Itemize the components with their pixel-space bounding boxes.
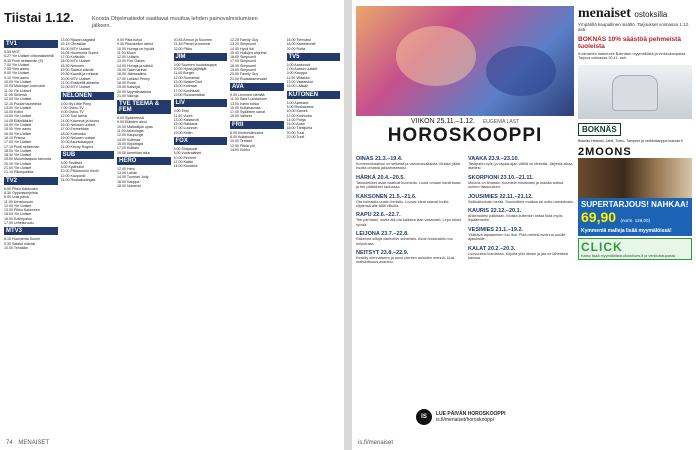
program-item: 15.00 Talon tarinat [117, 68, 147, 73]
program-item: 8.00 Kultakuva [230, 135, 254, 140]
promo-title: LUE PÄIVÄN HOROSKOOPPI [436, 411, 506, 417]
sign-text: Luovuutesi kukoistaa. Kirjoita ylös ideasi ja jaa ne läheistesi kanssa. [468, 251, 569, 261]
program-item: 22.00 Tunti [286, 135, 305, 140]
program-item: 13.00 Lahde [117, 171, 137, 176]
program-item: 5.55 MOT. [4, 50, 21, 54]
program-item: 17.10 Puoli seitsemän [4, 144, 40, 149]
program-item: 9.00 Suomen huutokauppa [173, 62, 217, 67]
program-item: 18.00 Rotat [117, 80, 136, 85]
program-item: 12.00 Kaupungit [117, 133, 144, 138]
page-number-left [6, 440, 49, 446]
program-item: 10.00 Tehdään [4, 245, 28, 250]
program-item: 6.00 Kimblesilmukka [230, 130, 263, 135]
sign-text: Ota kontaktia uusiin ihmisiin. Luovat ideat saavat tuulta siipiensä alle tällä viikolla. [356, 199, 449, 209]
page-footer-right [358, 440, 393, 446]
channel-heading: AVA [230, 83, 284, 91]
program-item: 8.00 Sydämessä [117, 116, 144, 121]
program-item: 18.00 Kotiruoka [60, 131, 86, 136]
program-item: 15.15 Ohrasillat [60, 42, 86, 47]
program-item: 21.00 Ruokakarnevaali [230, 76, 267, 81]
program-item: 20.00 Asuntokauppa [60, 140, 94, 145]
horoscope-title: HOROSKOOPPI [387, 125, 543, 146]
program-item: 21.00 Valvoja [117, 93, 139, 98]
sign-name: HÄRKÄ 20.4.–20.5. [356, 174, 405, 181]
program-item: 6.00 Simpsonit [173, 147, 198, 152]
program-item: 13.00 Iranin tuhka [230, 101, 259, 106]
program-item: 9.00 Lemmen viemää [230, 92, 265, 97]
program-item: 15.00 Yle Uutiset [4, 212, 32, 217]
program-item: 6.30 Puoli seitsemän (S) [4, 58, 44, 63]
promo-text [436, 411, 505, 423]
program-item: 15.00 Kultaharmaa [230, 105, 261, 110]
signs [356, 156, 574, 432]
program-item: 14.00 Pohja [286, 117, 306, 122]
program-item: 13.00 Katastrofi [173, 117, 199, 122]
program-item: 19.00 Muumilaakson tarinoita [4, 157, 51, 162]
sign-entry [468, 175, 574, 190]
sign-entry [468, 227, 574, 242]
program-item: 15.00 Yle Uutiset [4, 123, 32, 128]
program-item: 10.00 Tehtaat [230, 139, 252, 144]
program-item: 9.10 Ylen aamu [4, 75, 30, 80]
sign-name: RAPU 22.6.–22.7. [356, 212, 401, 219]
left-page [0, 0, 344, 450]
program-item: 15.00 Kotimaa [173, 84, 197, 89]
program-item: 19.30 Kauniit ja rohkeat [60, 72, 99, 77]
sign-entry [356, 175, 462, 190]
program-item: 18.00 Numerot [117, 184, 141, 189]
program-item: 16.00 Autot [286, 122, 305, 127]
sale-subtitle: Kymmeniä malleja lisää myymälöissä! [581, 228, 672, 235]
channel-heading: TVE TEEMA & FEM [117, 100, 171, 114]
2moons-logo[interactable]: 2MOONS [578, 146, 632, 159]
program-item: 13.00 Pikku Kakkonen [4, 208, 40, 213]
channel-heading: TV5 [287, 53, 341, 61]
sign-entry [356, 231, 462, 246]
program-item: 17.00 Sydänten sanat [230, 110, 265, 115]
program-item: 14.05 Eläinlääkäri [4, 118, 33, 123]
program-item: 21.45 Pienet ja komeat [173, 42, 211, 47]
horoscope-promo[interactable] [416, 408, 546, 426]
program-item: 14.00 Kauneus ja kirous [60, 118, 100, 123]
program-item: 14.00 Hyvä ikä [230, 46, 254, 51]
program-item: 7.00 Aamun uutiset [286, 67, 318, 72]
program-item: 19.00 Valheet [230, 114, 252, 119]
program-item: 8.00 Ruokaostos [286, 104, 314, 109]
program-item: 15.05 Ylen aamu [4, 127, 32, 132]
program-item: 15.00 Kirjoittajat [117, 141, 143, 146]
sign-entry [468, 208, 574, 223]
program-item: 6.27 Yle Uutiset viittomakielellä [4, 54, 54, 59]
program-item: 13.20 Simpsonit [230, 42, 256, 47]
page-title: Tiistai 1.12. [4, 10, 74, 25]
art-shape [486, 46, 556, 96]
program-item: 20.00 Myyntimaailma [117, 89, 151, 94]
program-item: 15.00 Rakkaus [173, 122, 198, 127]
program-item: 16.00 Jäämaailma [117, 72, 147, 77]
program-item: 16.00 Nelosen uutiset [60, 123, 96, 128]
offer-body: Kotimainen laatutuote Boknäsin myymälöistä ja verkkokaupasta. Tarjous voimassa 30.11. asti. [578, 52, 687, 61]
art-shape [396, 26, 476, 86]
channel-heading: FOX [174, 137, 228, 145]
program-item: 14.00 Yle Uutiset [4, 114, 32, 119]
tv-column [4, 38, 58, 432]
chair-icon [612, 75, 658, 111]
program-item: 12.00 Kaupunki [60, 173, 86, 178]
channel-heading: MTV3 [4, 227, 58, 235]
program-item: 20.00 Yle Uutiset [4, 161, 32, 166]
program-item: 12.00 Yle Uutiset [4, 97, 32, 102]
sign-name: KALAT 20.2.–20.3. [468, 245, 516, 252]
channel-heading: SUB [61, 151, 115, 159]
sign-text: Tasapaino työn ja vapaa-ajan välillä on tärkeää. Järjestä aikaa itsellesi. [468, 162, 573, 171]
program-item: 21.00 Ensitreffit alttarilla [60, 80, 99, 85]
program-item: 6.00 Pikku Kakkonen [4, 186, 38, 191]
sale-original-price: (norm. 129,00) [620, 218, 651, 224]
is-logo: IS [416, 409, 432, 425]
program-item: 14.00 Kuvastot [173, 164, 198, 169]
horoscope-week [356, 118, 574, 125]
boknas-logo[interactable]: BOKNÄS [578, 123, 621, 136]
program-item: 18.30 Nelonen [60, 63, 84, 68]
offer-heading: BOKNÄS 10% säästöä pehmeistä tuoleista [578, 36, 681, 50]
sign-entry [356, 212, 462, 227]
signs-column-2 [468, 156, 574, 432]
brand-tail: ostoksilla [634, 10, 668, 19]
program-item: 11.00 Urheiluruutu [4, 199, 34, 204]
right-page [352, 0, 696, 450]
program-item: 10.00 Pikkutunnin hirviö [60, 169, 99, 174]
program-item: 8.00 Kylähullut [60, 165, 85, 170]
program-item: 10.00 Hyviä jäljittäjät [173, 67, 207, 72]
program-item: 10.00 Perheet [173, 155, 197, 160]
program-item: 17.00 Luonnon [173, 126, 198, 131]
program-item: 14.00 Ruokakuningas [60, 178, 96, 183]
program-item: 14.00 Kirkko [230, 147, 250, 152]
sign-name: SKORPIONI 23.10.–21.11. [468, 174, 534, 181]
program-item: 21.10 Rikospaikka [4, 170, 34, 175]
program-item: 15.00 Hullujen ohjelma [230, 50, 267, 55]
menaiset-brand [578, 6, 692, 22]
sign-entry [356, 250, 462, 265]
sale-title: SUPERTARJOUS! NAHKAA! [581, 200, 689, 210]
program-item: 10.05 Muistojen bulevardi [4, 84, 45, 89]
program-item: 6.00 My Little Pony [60, 101, 92, 106]
page-number: 74 [6, 440, 13, 446]
program-item: 9.00 Tiimi [173, 109, 189, 114]
tv-column [230, 38, 284, 432]
program-item: 11.00 Sara Luostarinen [230, 97, 268, 102]
program-item: 20.45 Armon ja Suomen [173, 38, 213, 42]
title-strip [4, 6, 340, 36]
week-range: VIIKON 25.11.–1.12. [410, 118, 475, 125]
sign-name: OINAS 21.3.–19.4. [356, 156, 403, 162]
brand-name: menaiset [578, 6, 631, 21]
shopping-section [578, 6, 692, 432]
program-item: 13.05 Kotiin [4, 110, 23, 115]
program-item: 20.00 Tuuli [286, 130, 305, 135]
sign-name: JOUSIMIES 22.11.–21.12. [468, 193, 533, 200]
program-item: 19.00 Amerikan aika [117, 150, 150, 155]
sign-text: Seikkailunhalu herää. Suunnittele matkaa tai uutta harrastusta. [468, 199, 574, 204]
program-item: 16.00 MTV Uutiset [60, 46, 91, 51]
program-item: 7.00 Yle Uutiset [4, 62, 30, 67]
program-item: 6.00 Aamuset [286, 100, 309, 105]
program-item: 17.00 Emmerdale [60, 127, 89, 132]
sign-text: Kommunikaatiosi on selkeää ja vaikutusvaltaista. Muista pitää huolta omasta jaksamisestasi. [356, 162, 460, 171]
program-item: 9.00 Eläinten aivot [117, 120, 147, 125]
channel-heading: JIM [174, 53, 228, 61]
program-item: 18.30 Yle Uutiset [4, 153, 32, 158]
signs-column-1 [356, 156, 462, 432]
program-item: 12.00 Pitkät yöt [230, 143, 255, 148]
sale-box[interactable] [578, 198, 692, 236]
sign-text: Ahkeruutesi palkitaan. Muista kuitenkin antaa tilaa myös lepäämiselle. [468, 214, 563, 223]
program-item: 10.00 Matkailijan opas [117, 124, 153, 129]
sign-text: Muutos on ilmassa. Kuuntele intuitiotasi ja uskalla tarttua uuteen tilaisuuteen. [468, 180, 564, 190]
channel-heading: KUTONEN [287, 91, 341, 99]
sign-text: Taloudelliset asiat vaativat huomiota. Luota omaan harkintaasi ja tee päätökset rauhassa. [356, 180, 461, 190]
program-item: 18.00 MTV Uutiset [60, 59, 91, 64]
program-item: 19.00 Kotiin [173, 130, 193, 135]
program-item: 19.00 Ruokamatkat [173, 92, 205, 97]
program-item: 13.50 Rjazan-sagalist [60, 38, 96, 42]
program-item: 16.00 Tienvarsi [286, 38, 311, 42]
sign-name: KAURIS 22.12.–20.1. [468, 208, 522, 215]
sign-text: Yllättävä tapaaminen tuo iloa. Pidä mielesi avoinna uusille ajatuksille. [468, 232, 566, 242]
horoscope-section [356, 6, 574, 432]
channel-heading: NELONEN [61, 92, 115, 100]
program-item: 9.00 Kauppa [286, 71, 307, 76]
sign-entry [468, 194, 574, 204]
program-item: 12.00 Kotiruoka [286, 113, 312, 118]
channel-heading: HERO [117, 157, 171, 165]
program-item: 16.00 Simpsonit [230, 55, 256, 60]
program-item: 6.00 Tosiklubi [60, 160, 83, 165]
program-item: 16.00 Yle Uutiset [4, 131, 32, 136]
program-item: 17.00 Simpsonit [230, 59, 256, 64]
promo-url[interactable]: is.fi/menaiset/horoskooppi [436, 417, 494, 423]
schedule-note: Koosta Ohjelmatiedot saattavat muuttua lehden painovalmistumisen jälkeen. [92, 16, 258, 29]
program-item: 19.00 Nelosen uutiset [60, 135, 96, 140]
program-item: 17.00 Kotitalo [117, 146, 139, 151]
program-item: 21.00 Yle Uutiset [4, 166, 32, 171]
program-item: 9.00 Pala kotoa [117, 38, 142, 42]
program-item: 21.00 Kenny Rogers [60, 144, 94, 149]
program-item: 9.00 Yle Uutiset [4, 71, 30, 76]
program-item: 22.00 Pikku [173, 46, 193, 51]
program-item: 18.00 Yle Uutiset [4, 148, 32, 153]
program-item: 11.00 Vuorit [173, 113, 193, 118]
sign-entry [468, 246, 574, 261]
click-logo: CLICK [581, 240, 623, 255]
program-item: 16.05 Huomenta Suomi [60, 50, 99, 55]
program-item: 20.00 Family Guy [230, 72, 259, 77]
sign-name: VESIMIES 21.1.–19.2. [468, 226, 524, 233]
sign-name: VAAKA 23.9.–23.10. [468, 156, 520, 162]
program-item: 12.00 Romanssi [173, 75, 200, 80]
program-item: 17.00 Kuninkaat [173, 88, 200, 93]
program-item: 8.00 Vuokralaiset [173, 151, 202, 156]
program-item: 14.00 Hunaja ja sähkö [117, 63, 153, 68]
click-note: Katso lisää myymälöistä clickshoes.fi ja verkkokaupasta [581, 254, 675, 259]
program-item: 18.00 Tähtijuhla [286, 126, 313, 131]
program-item: 10.00 Yle Uutiset [4, 80, 32, 85]
program-item: 12.00 Yle Uutiset [4, 203, 32, 208]
channel-heading: TV2 [4, 177, 58, 185]
program-item: 11.05 Strömsö [4, 92, 28, 97]
footer-url: is.fi/menaiset [358, 440, 394, 446]
brand-sub: Ympärillä kaupallinen sisältö. Tarjoukset voimassa 1.12. asti. [578, 22, 690, 32]
sign-name: LEIJONA 23.7.–22.8. [356, 231, 409, 238]
program-item: 19.00 Salatut elämät [60, 68, 94, 73]
program-item: 11.00 Viidakko [286, 75, 310, 80]
sign-name: KAKSONEN 21.5.–21.6. [356, 193, 417, 200]
program-item: 8.30 Oppimisohjelma [4, 190, 38, 195]
program-item: 17.00 Kotikokki [60, 55, 85, 60]
channel-heading: TV1 [4, 40, 58, 48]
program-item: 11.00 Moon [117, 50, 136, 55]
program-item: 13.00 Yle Uutiset [4, 105, 32, 110]
sign-text: Keskity olennaiseen ja anna pienten asioiden mennä. Uusi mahdollisuus avautuu. [356, 256, 455, 265]
chair-image [578, 65, 692, 119]
sign-name: NEITSYT 23.8.–22.9. [356, 250, 409, 257]
program-item: 10.00 Kameli [286, 109, 308, 114]
program-item: 7.00 Ostos-TV [60, 105, 84, 110]
horoscope-artwork [356, 6, 574, 116]
program-item: 16.10 Prisma [4, 135, 26, 140]
program-item: 14.00 Kotimaa [117, 137, 141, 142]
program-item: 10.00 Hunaja on hyvää [117, 46, 154, 51]
program-item: 17.00 Lukkari Penny [117, 76, 150, 81]
program-item: 6.15 Huomenta Suomi [4, 237, 40, 242]
program-item: 9.00 Uusi päivä [4, 195, 29, 200]
program-item: 11.00 Burger [173, 71, 195, 76]
program-item: 12.00 Kaikki [173, 159, 194, 164]
program-item: 19.00 Katsojat [117, 85, 140, 90]
program-item: 12.10 Puutarhaunelmia [4, 101, 42, 106]
program-item: 13.00 Vastaiskut [286, 80, 313, 85]
sign-entry [468, 156, 574, 171]
sign-entry [356, 194, 462, 209]
program-item: 18.00 Simpsonit [230, 63, 256, 68]
sign-entry [356, 156, 462, 171]
program-item: 12.25 Family Guy [230, 38, 259, 42]
tv-schedule [4, 38, 340, 432]
author: EUGENIA LAST [482, 119, 520, 125]
horoscope-header [356, 118, 574, 147]
program-item: 17.00 Yle Uutiset [4, 140, 32, 145]
tv-column [174, 38, 228, 432]
program-item: 16.00 Kotiinpaluu [4, 216, 32, 221]
program-item: 16.00 Kauppa [117, 179, 140, 184]
tv-column [117, 38, 171, 432]
program-item: 9.30 Salatut elämät [4, 241, 35, 246]
program-item: 9.00 Ostos-TV [60, 110, 84, 115]
program-item: 12.00 Uutisiin [117, 55, 139, 60]
program-item: 14.00 Tuomari Judy [117, 175, 149, 180]
program-item: 7.05 Ylen aamu [4, 67, 30, 72]
program-item: 12.00 Tosi tarina [60, 114, 87, 119]
channel-heading: LIV [174, 99, 228, 107]
sign-text: Tee parhaasi, mutta älä ota kaikkea liian vakavasti. Lepo tekee hyvää. [356, 218, 462, 227]
sale-price: 69,90 [581, 209, 617, 226]
program-item: 19.00 Simpsonit [230, 68, 256, 73]
program-item: 18.00 Kameleontti [286, 42, 316, 47]
program-item: 9.30 Pikkukellon tarina [117, 42, 154, 47]
tv-column [287, 38, 341, 432]
sign-text: Rakenna siltoja vanhoihin suhteisiin. Avoin keskustelu tuo helpotusta. [356, 237, 453, 246]
program-item: 12.00 Hero [117, 166, 135, 171]
tv-column [61, 38, 115, 432]
shop-list: Boknäs Helsinki, Lahti, Turku, Tampere ja verkkokauppa boknas.fi [578, 138, 683, 143]
boots-image [578, 158, 692, 198]
program-item: 11.00 Arkeologia [117, 129, 144, 134]
program-item: 13.00 MasterChef [173, 80, 203, 85]
program-item: 20.00 MTV Uutiset [60, 76, 91, 81]
program-item: 20.00 Rotta [286, 46, 306, 51]
program-item: 15.00 Lääkäri [286, 84, 309, 89]
click-banner[interactable] [578, 238, 692, 260]
program-item: 6.00 Aamurock [286, 62, 311, 67]
channel-heading: FRII [230, 121, 284, 129]
program-item: 22.00 MTV Uutiset [60, 85, 91, 90]
program-item: 17.00 Urheiluruutu [4, 220, 34, 225]
program-item: 13.00 Fort Oakes [117, 59, 145, 64]
program-item: 11.00 Yle Uutiset [4, 88, 32, 93]
footer-brand: MENAISET [18, 440, 50, 446]
